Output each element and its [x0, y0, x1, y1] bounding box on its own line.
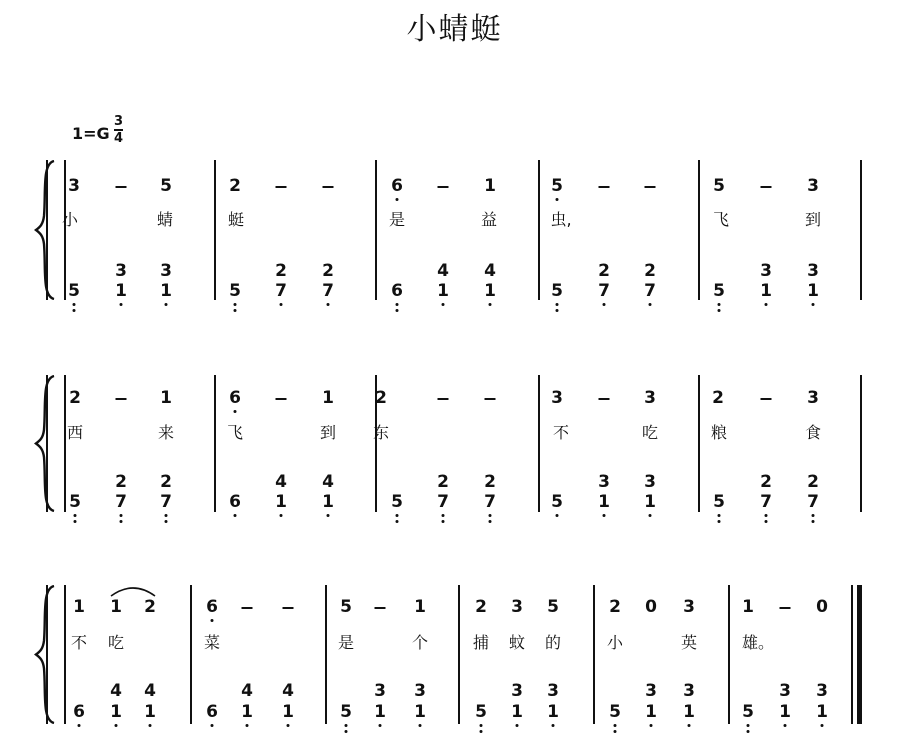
melody-note: 5	[551, 176, 563, 196]
bass-note: 5	[551, 281, 563, 301]
octave-dot-below	[765, 514, 768, 517]
melody-note: 2	[712, 388, 724, 408]
harmony-note: 4	[484, 261, 496, 281]
melody-note: 2	[229, 176, 241, 196]
barline	[64, 585, 66, 724]
lyric-char: 小	[61, 210, 79, 229]
melody-note: 1	[484, 176, 496, 196]
octave-dot-below	[120, 514, 123, 517]
melody-note: 5	[340, 597, 352, 617]
octave-dot-below	[552, 724, 555, 727]
octave-dot-below	[165, 514, 168, 517]
melody-note: 2	[375, 388, 387, 408]
melody-note: 3	[68, 176, 80, 196]
bass-note: 7	[160, 492, 172, 512]
bass-note: 7	[484, 492, 496, 512]
key-signature: 1=G	[72, 124, 110, 143]
bass-note: 1	[598, 492, 610, 512]
harmony-note: 4	[241, 681, 253, 701]
bass-note: 6	[206, 702, 218, 722]
harmony-note: 2	[760, 472, 772, 492]
sustain-dash	[645, 186, 656, 188]
octave-dot-below	[327, 514, 330, 517]
barline	[214, 160, 216, 300]
lyric-char: 虫,	[550, 210, 572, 229]
lyric-char: 不	[552, 423, 570, 442]
lyric-char: 西	[66, 423, 84, 442]
bass-note: 1	[484, 281, 496, 301]
lyric-char: 蜻	[156, 210, 174, 229]
bass-note: 1	[547, 702, 559, 722]
octave-dot-below	[396, 514, 399, 517]
octave-dot-below	[73, 303, 76, 306]
octave-dot-below	[396, 309, 399, 312]
harmony-note: 3	[414, 681, 426, 701]
octave-dot-below	[78, 724, 81, 727]
melody-note: 1	[322, 388, 334, 408]
lyric-char: 个	[411, 633, 429, 652]
octave-dot-below	[442, 514, 445, 517]
harmony-note: 4	[275, 472, 287, 492]
octave-dot-below	[149, 724, 152, 727]
harmony-note: 3	[511, 681, 523, 701]
octave-dot-below	[120, 520, 123, 523]
octave-dot-below	[784, 724, 787, 727]
melody-note: 5	[160, 176, 172, 196]
bass-note: 1	[115, 281, 127, 301]
octave-dot-below	[747, 730, 750, 733]
octave-dot-below	[74, 514, 77, 517]
octave-dot-below	[812, 303, 815, 306]
bass-note: 1	[816, 702, 828, 722]
barline	[325, 585, 327, 724]
harmony-note: 4	[437, 261, 449, 281]
barline	[860, 375, 862, 512]
bass-note: 7	[115, 492, 127, 512]
lyric-char: 英	[680, 633, 698, 652]
melody-note: 1	[110, 597, 122, 617]
system-line	[46, 375, 48, 512]
barline	[190, 585, 192, 724]
barline	[728, 585, 730, 724]
system-line	[46, 160, 48, 300]
bass-note: 5	[68, 281, 80, 301]
final-barline-thin	[851, 585, 853, 724]
sustain-dash	[761, 186, 772, 188]
octave-dot-below	[234, 514, 237, 517]
melody-note: 3	[683, 597, 695, 617]
lyric-char: 到	[319, 423, 337, 442]
sustain-dash	[599, 186, 610, 188]
barline	[538, 375, 540, 512]
bass-note: 7	[807, 492, 819, 512]
melody-note: 3	[644, 388, 656, 408]
octave-dot-below	[718, 303, 721, 306]
octave-dot-below	[442, 520, 445, 523]
harmony-note: 2	[322, 261, 334, 281]
lyric-char: 益	[480, 210, 498, 229]
lyric-char: 到	[804, 210, 822, 229]
barline	[698, 160, 700, 300]
octave-dot-below	[688, 724, 691, 727]
barline	[64, 160, 66, 300]
sustain-dash	[323, 186, 334, 188]
lyric-char: 小	[606, 633, 624, 652]
lyric-char: 的	[544, 633, 562, 652]
harmony-note: 4	[322, 472, 334, 492]
melody-note: 5	[713, 176, 725, 196]
sustain-dash	[242, 607, 253, 609]
octave-dot-below	[718, 309, 721, 312]
octave-dot-below	[489, 303, 492, 306]
octave-dot-below	[614, 724, 617, 727]
harmony-note: 3	[374, 681, 386, 701]
octave-dot-below	[345, 724, 348, 727]
harmony-note: 3	[547, 681, 559, 701]
octave-dot-below	[747, 724, 750, 727]
lyric-char: 吃	[107, 633, 125, 652]
octave-dot-below	[234, 309, 237, 312]
bass-note: 1	[437, 281, 449, 301]
melody-note: 2	[475, 597, 487, 617]
bass-note: 5	[69, 492, 81, 512]
bass-note: 5	[713, 492, 725, 512]
barline	[860, 160, 862, 300]
harmony-note: 3	[645, 681, 657, 701]
sustain-dash	[116, 186, 127, 188]
sustain-dash	[485, 398, 496, 400]
octave-dot-below	[246, 724, 249, 727]
harmony-note: 4	[144, 681, 156, 701]
bass-note: 5	[340, 702, 352, 722]
harmony-note: 2	[115, 472, 127, 492]
sustain-dash	[438, 398, 449, 400]
melody-note: 1	[160, 388, 172, 408]
melody-note: 0	[816, 597, 828, 617]
lyric-char: 吃	[641, 423, 659, 442]
system-brace	[30, 375, 60, 512]
bass-note: 7	[437, 492, 449, 512]
octave-dot-below	[442, 303, 445, 306]
harmony-note: 2	[644, 261, 656, 281]
bass-note: 5	[713, 281, 725, 301]
octave-dot-below	[120, 303, 123, 306]
octave-dot-below	[73, 309, 76, 312]
time-signature-bottom: 4	[114, 130, 124, 146]
lyric-char: 雄。	[741, 633, 775, 652]
melody-note: 3	[551, 388, 563, 408]
bass-note: 1	[241, 702, 253, 722]
harmony-note: 3	[598, 472, 610, 492]
octave-dot-below	[280, 514, 283, 517]
melody-note: 2	[609, 597, 621, 617]
octave-dot-below	[556, 198, 559, 201]
bass-note: 1	[807, 281, 819, 301]
bass-note: 5	[609, 702, 621, 722]
lyric-char: 菜	[203, 633, 221, 652]
barline	[593, 585, 595, 724]
octave-dot-below	[649, 514, 652, 517]
lyric-char: 是	[388, 210, 406, 229]
sustain-dash	[283, 607, 294, 609]
bass-note: 5	[551, 492, 563, 512]
octave-dot-below	[211, 619, 214, 622]
lyric-char: 来	[157, 423, 175, 442]
bass-note: 1	[282, 702, 294, 722]
octave-dot-below	[379, 724, 382, 727]
bass-note: 1	[374, 702, 386, 722]
bass-note: 7	[598, 281, 610, 301]
system-brace	[30, 585, 60, 724]
sustain-dash	[599, 398, 610, 400]
time-signature-top: 3	[114, 114, 124, 129]
octave-dot-below	[812, 514, 815, 517]
barline	[698, 375, 700, 512]
lyric-char: 飞	[712, 210, 730, 229]
melody-note: 6	[391, 176, 403, 196]
lyric-char: 不	[70, 633, 88, 652]
harmony-note: 3	[160, 261, 172, 281]
bass-note: 7	[644, 281, 656, 301]
harmony-note: 3	[760, 261, 772, 281]
bass-note: 7	[275, 281, 287, 301]
lyric-char: 蜓	[227, 210, 245, 229]
melody-note: 1	[414, 597, 426, 617]
lyric-char: 是	[337, 633, 355, 652]
lyric-char: 东	[372, 423, 390, 442]
bass-note: 1	[645, 702, 657, 722]
octave-dot-below	[603, 514, 606, 517]
barline	[458, 585, 460, 724]
harmony-note: 3	[807, 261, 819, 281]
octave-dot-below	[234, 410, 237, 413]
barline	[538, 160, 540, 300]
octave-dot-below	[480, 724, 483, 727]
bass-note: 1	[160, 281, 172, 301]
melody-note: 6	[229, 388, 241, 408]
octave-dot-below	[211, 724, 214, 727]
harmony-note: 2	[437, 472, 449, 492]
octave-dot-below	[650, 724, 653, 727]
octave-dot-below	[603, 303, 606, 306]
harmony-note: 2	[598, 261, 610, 281]
bass-note: 6	[73, 702, 85, 722]
barline	[64, 375, 66, 512]
time-signature	[114, 115, 123, 145]
bass-note: 1	[683, 702, 695, 722]
melody-note: 5	[547, 597, 559, 617]
bass-note: 1	[144, 702, 156, 722]
sustain-dash	[761, 398, 772, 400]
octave-dot-below	[74, 520, 77, 523]
bass-note: 1	[275, 492, 287, 512]
harmony-note: 2	[275, 261, 287, 281]
octave-dot-below	[287, 724, 290, 727]
bass-note: 1	[760, 281, 772, 301]
octave-dot-below	[165, 303, 168, 306]
octave-dot-below	[480, 730, 483, 733]
bass-note: 1	[779, 702, 791, 722]
octave-dot-below	[489, 520, 492, 523]
sustain-dash	[780, 607, 791, 609]
octave-dot-below	[649, 303, 652, 306]
system-line	[46, 585, 48, 724]
bass-note: 1	[511, 702, 523, 722]
octave-dot-below	[396, 198, 399, 201]
bass-note: 7	[760, 492, 772, 512]
slur-mark	[108, 582, 158, 598]
octave-dot-below	[396, 303, 399, 306]
sustain-dash	[375, 607, 386, 609]
song-title: 小蜻蜓	[406, 12, 503, 47]
harmony-note: 4	[282, 681, 294, 701]
octave-dot-below	[718, 520, 721, 523]
octave-dot-below	[165, 520, 168, 523]
lyric-char: 捕	[472, 633, 490, 652]
sustain-dash	[276, 186, 287, 188]
bass-note: 7	[322, 281, 334, 301]
harmony-note: 4	[110, 681, 122, 701]
sustain-dash	[276, 398, 287, 400]
octave-dot-below	[556, 309, 559, 312]
harmony-note: 3	[779, 681, 791, 701]
bass-note: 1	[414, 702, 426, 722]
octave-dot-below	[327, 303, 330, 306]
bass-note: 1	[110, 702, 122, 722]
barline	[375, 160, 377, 300]
sustain-dash	[116, 398, 127, 400]
barline	[214, 375, 216, 512]
melody-note: 0	[645, 597, 657, 617]
melody-note: 2	[69, 388, 81, 408]
bass-note: 6	[229, 492, 241, 512]
melody-note: 2	[144, 597, 156, 617]
octave-dot-below	[812, 520, 815, 523]
harmony-note: 3	[115, 261, 127, 281]
lyric-char: 粮	[710, 423, 728, 442]
melody-note: 1	[742, 597, 754, 617]
lyric-char: 食	[804, 423, 822, 442]
harmony-note: 2	[484, 472, 496, 492]
octave-dot-below	[614, 730, 617, 733]
melody-note: 6	[206, 597, 218, 617]
octave-dot-below	[765, 520, 768, 523]
bass-note: 1	[644, 492, 656, 512]
octave-dot-below	[234, 303, 237, 306]
harmony-note: 2	[807, 472, 819, 492]
octave-dot-below	[419, 724, 422, 727]
bass-note: 1	[322, 492, 334, 512]
harmony-note: 3	[644, 472, 656, 492]
octave-dot-below	[556, 514, 559, 517]
octave-dot-below	[489, 514, 492, 517]
barline	[857, 585, 862, 724]
octave-dot-below	[765, 303, 768, 306]
bass-note: 6	[391, 281, 403, 301]
octave-dot-below	[516, 724, 519, 727]
octave-dot-below	[556, 303, 559, 306]
harmony-note: 3	[816, 681, 828, 701]
octave-dot-below	[115, 724, 118, 727]
bass-note: 5	[391, 492, 403, 512]
sustain-dash	[438, 186, 449, 188]
bass-note: 5	[229, 281, 241, 301]
melody-note: 1	[73, 597, 85, 617]
octave-dot-below	[280, 303, 283, 306]
octave-dot-below	[821, 724, 824, 727]
melody-note: 3	[807, 388, 819, 408]
lyric-char: 蚊	[508, 633, 526, 652]
melody-note: 3	[511, 597, 523, 617]
harmony-note: 3	[683, 681, 695, 701]
harmony-note: 2	[160, 472, 172, 492]
octave-dot-below	[718, 514, 721, 517]
octave-dot-below	[396, 520, 399, 523]
octave-dot-below	[345, 730, 348, 733]
system-brace	[30, 160, 60, 300]
lyric-char: 飞	[226, 423, 244, 442]
melody-note: 3	[807, 176, 819, 196]
bass-note: 5	[475, 702, 487, 722]
bass-note: 5	[742, 702, 754, 722]
